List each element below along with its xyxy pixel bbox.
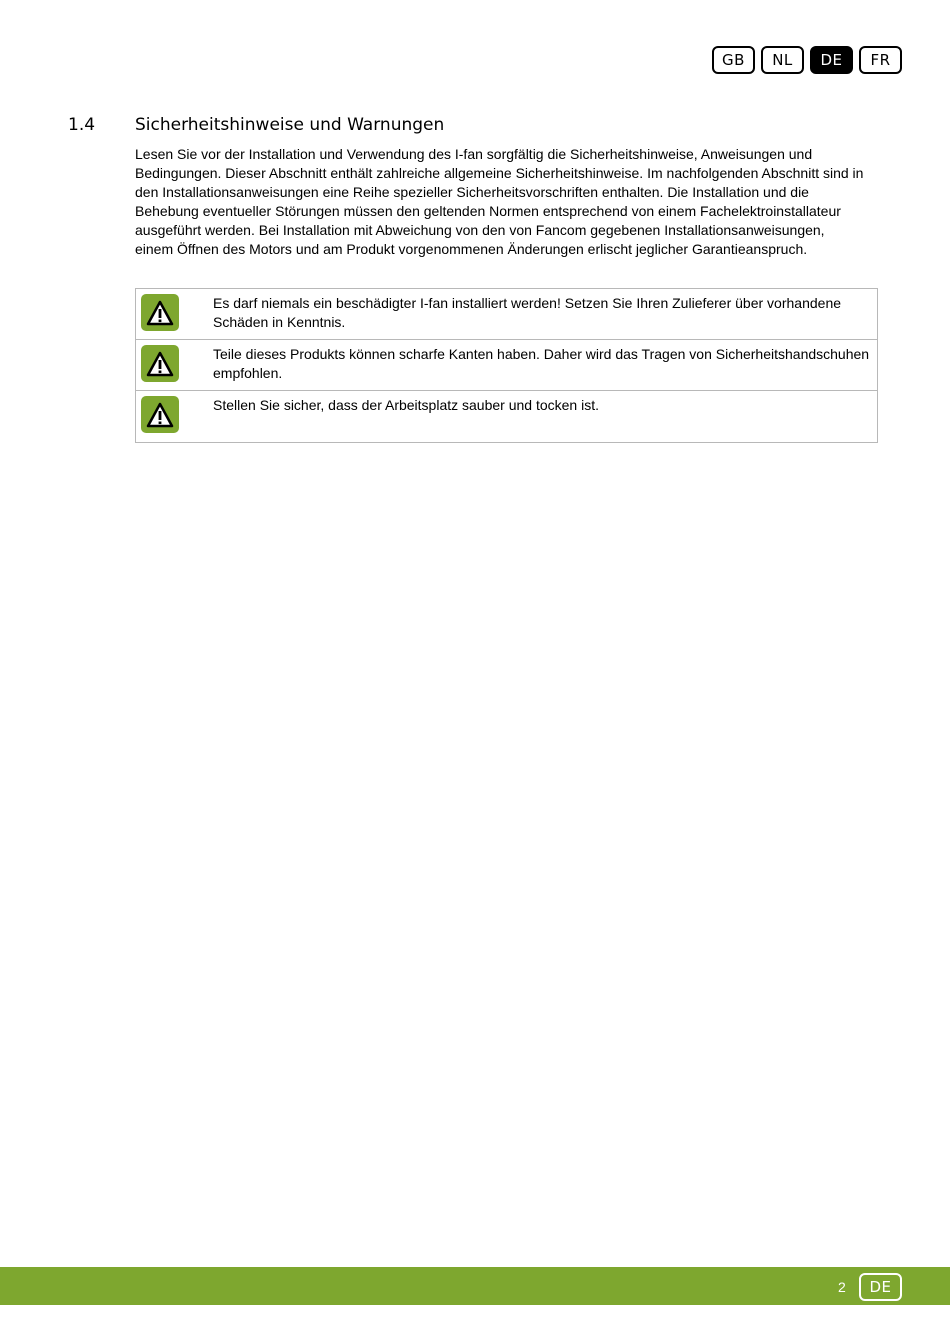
- warnings-table: [135, 288, 878, 443]
- warning-row: [136, 340, 877, 391]
- footer-bar: [0, 1267, 950, 1305]
- lang-tab-gb[interactable]: GB: [712, 46, 755, 74]
- section-title: Sicherheitshinweise und Warnungen: [135, 115, 445, 135]
- warning-triangle-icon: [141, 294, 179, 331]
- warning-text: Teile dieses Produkts können scharfe Kanten haben. Daher wird das Tragen von Sicherheitshandschuhen empfohlen.: [213, 346, 870, 381]
- warning-text: Stellen Sie sicher, dass der Arbeitsplatz sauber und tocken ist.: [213, 397, 599, 413]
- lang-tab-fr[interactable]: FR: [859, 46, 902, 74]
- warning-text: Es darf niemals ein beschädigter I-fan installiert werden! Setzen Sie Ihren Zulieferer über vorhandene Schäden in Kenntnis.: [213, 295, 842, 330]
- warning-row: [136, 391, 877, 442]
- footer-language-badge: DE: [859, 1273, 902, 1301]
- warning-row: [136, 289, 877, 340]
- page-number: 2: [838, 1279, 846, 1295]
- section-number: 1.4: [68, 115, 96, 135]
- warning-triangle-icon: [141, 345, 179, 382]
- lang-tab-de[interactable]: DE: [810, 46, 853, 74]
- warning-triangle-icon: [141, 396, 179, 433]
- language-tabs: [712, 46, 902, 74]
- lang-tab-nl[interactable]: NL: [761, 46, 804, 74]
- section-intro: Lesen Sie vor der Installation und Verwendung des I-fan sorgfältig die Sicherheitshinweise, Anweisungen und Bedingungen. Dieser Abschnitt enthält zahlreiche allgemeine Sicherheitshinweise. Im nachfolgenden Abschnitt sind in den Installationsanweisungen eine Reihe spezieller Sicherheitsvorschriften enthalten. Die Installation und die Behebung eventueller Störungen müssen den geltenden Normen entsprechend von einem Fachelektroinstallateur ausgeführt werden. Bei Installation mit Abweichung von den von Fancom gegebenen Installationsanweisungen, einem Öffnen des Motors und am Produkt vorgenommenen Änderungen erlischt jeglicher Garantieanspruch.: [135, 146, 864, 257]
